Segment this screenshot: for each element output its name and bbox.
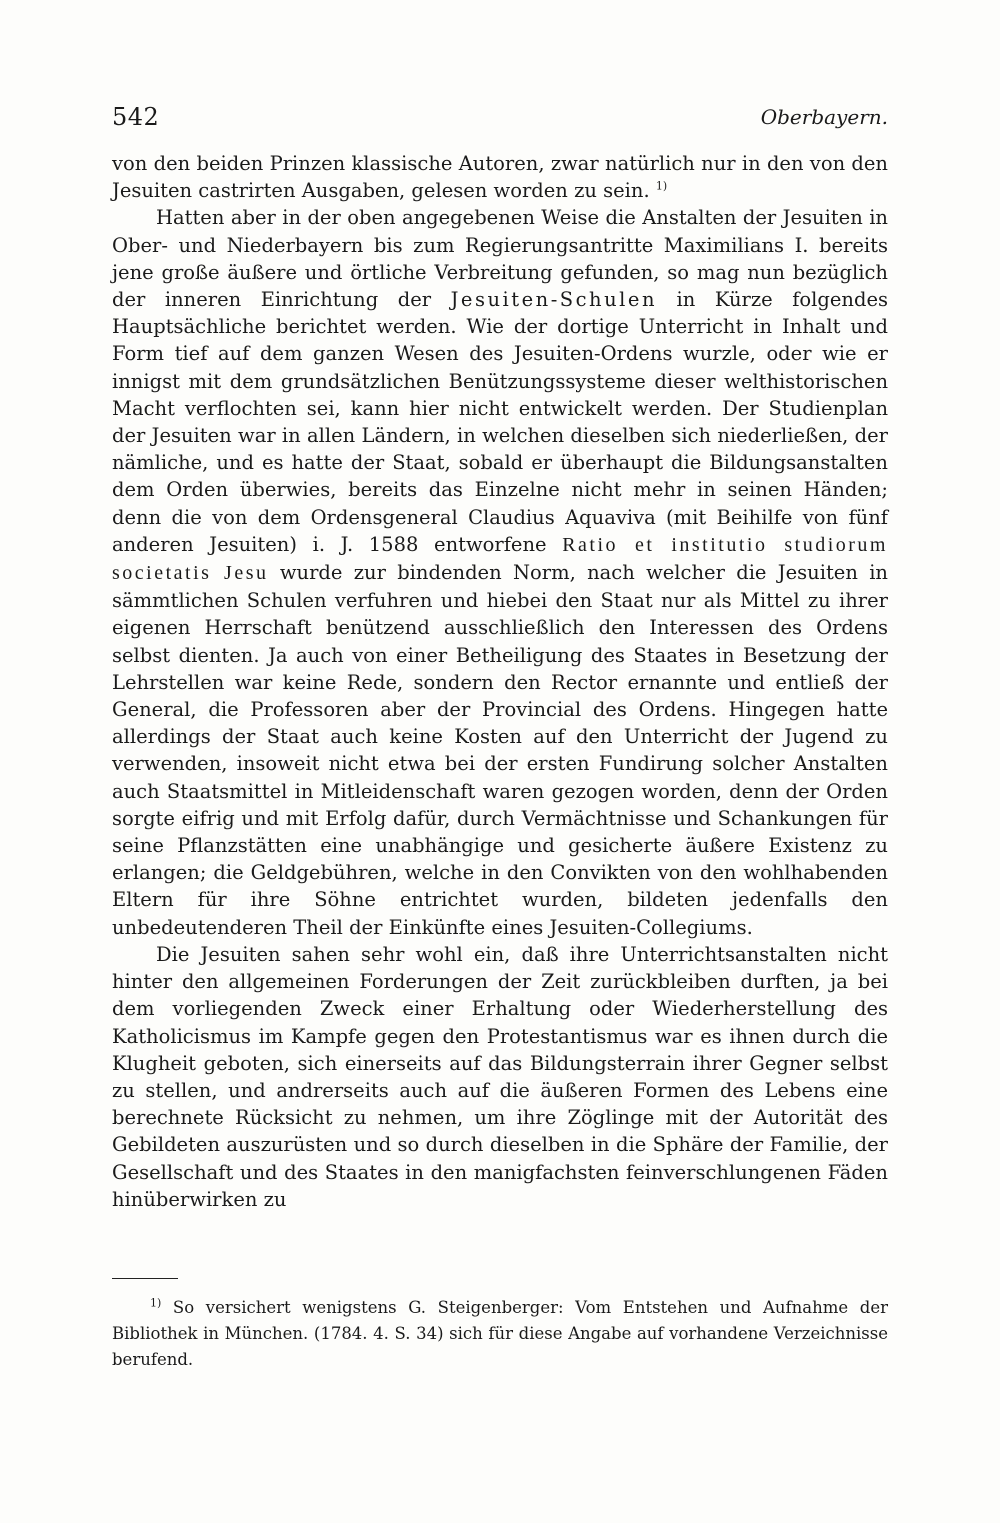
paragraph-text: von den beiden Prinzen klassische Autoren, zwar natürlich nur in den von den Jesuiten castrirten Ausgaben, gelesen worden zu sein. bbox=[112, 152, 888, 203]
paragraph-text: in Kürze folgendes Hauptsächliche berichtet werden. Wie der dortige Unterricht in Inhalt und Form tief auf dem ganzen Wesen des Jesuiten-Ordens wurzle, oder wie er innigst mit dem grundsätzlichen Benützungssysteme dieser welthistorischen Macht verflochten sei, kann hier nicht entwickelt werden. Der Studienplan der Jesuiten war in allen Ländern, in welchen dieselben sich niederließen, der nämliche, und es hatte der Staat, sobald er überhaupt die Bildungsanstalten dem Orden überwies, bereits das Einzelne nicht mehr in seinen Händen; denn die von dem Ordensgeneral Claudius Aquaviva (mit Beihilfe von fünf anderen Jesuiten) i. J. 1588 entworfene bbox=[112, 288, 889, 556]
footnotes bbox=[112, 1295, 888, 1373]
footnote-text: So versichert wenigstens G. Steigenberger: Vom Entstehen und Aufnahme der Bibliothek in München. (1784. 4. S. 34) sich für diese Angabe auf vorhandene Verzeichnisse berufend. bbox=[112, 1298, 888, 1369]
emphasized-term: Jesuiten-Schulen bbox=[450, 288, 658, 312]
latin-title: Ratio et institutio studiorum societatis Jesu bbox=[112, 533, 888, 585]
paragraph-jesuit-schools bbox=[112, 204, 888, 940]
paragraph-continuation bbox=[112, 150, 888, 204]
paragraph-text: wurde zur bindenden Norm, nach welcher die Jesuiten in sämmtlichen Schulen verfuhren und hiebei den Staat nur als Mittel zu ihrer eigenen Herrschaft benützend ausschließlich den Interessen des Ordens selbst dienten. Ja auch von einer Betheiligung des Staates in Besetzung der Lehrstellen war keine Rede, sondern den Rector ernannte und entließ der General, die Professoren aber der Provincial des Ordens. Hingegen hatte allerdings der Staat auch keine Kosten auf den Unterricht der Jugend zu verwenden, insoweit nicht etwa bei der ersten Fundirung solcher Anstalten auch Staatsmittel in Mitleidenschaft waren gezogen worden, denn der Orden sorgte eifrig und mit Erfolg dafür, durch Vermächtnisse und Schankungen für seine Pflanzstätten eine unabhängige und gesicherte äußere Existenz zu erlangen; die Geldgebühren, welche in den Convikten von den wohlhabenden Eltern für ihre Söhne entrichtet wurden, bildeten jedenfalls den unbedeutenderen Theil der Einkünfte eines Jesuiten-Collegiums. bbox=[112, 561, 888, 939]
running-title: Oberbayern. bbox=[760, 105, 888, 129]
body-text bbox=[112, 150, 888, 1213]
footnote-reference: 1) bbox=[655, 179, 668, 193]
footnote-marker: 1) bbox=[150, 1296, 162, 1310]
footnote-divider bbox=[112, 1278, 178, 1279]
paragraph-text: Hatten aber in der oben angegebenen Weise die Anstalten der Jesuiten in Ober- und Niederbayern bis zum Regierungsantritte Maximilians I. bereits jene große äußere und örtliche Verbreitung gefunden, so mag nun bezüglich der inneren Einrichtung der bbox=[112, 206, 888, 312]
page-header bbox=[112, 100, 888, 134]
footnote bbox=[112, 1295, 888, 1373]
page-number: 542 bbox=[112, 103, 160, 131]
paragraph-education-strategy: Die Jesuiten sahen sehr wohl ein, daß ihre Unterrichtsanstalten nicht hinter den allgemeinen Forderungen der Zeit zurückbleiben durften, ja bei dem vorliegenden Zweck einer Erhaltung oder Wiederherstellung des Katholicismus im Kampfe gegen den Protestantismus war es ihnen durch die Klugheit geboten, sich einerseits auf das Bildungsterrain ihrer Gegner selbst zu stellen, und andrerseits auch auf die äußeren Formen des Lebens eine berechnete Rücksicht zu nehmen, um ihre Zöglinge mit der Autorität des Gebildeten auszurüsten und so durch dieselben in die Sphäre der Familie, der Gesellschaft und des Staates in den manigfachsten feinverschlungenen Fäden hinüberwirken zu bbox=[112, 942, 888, 1211]
